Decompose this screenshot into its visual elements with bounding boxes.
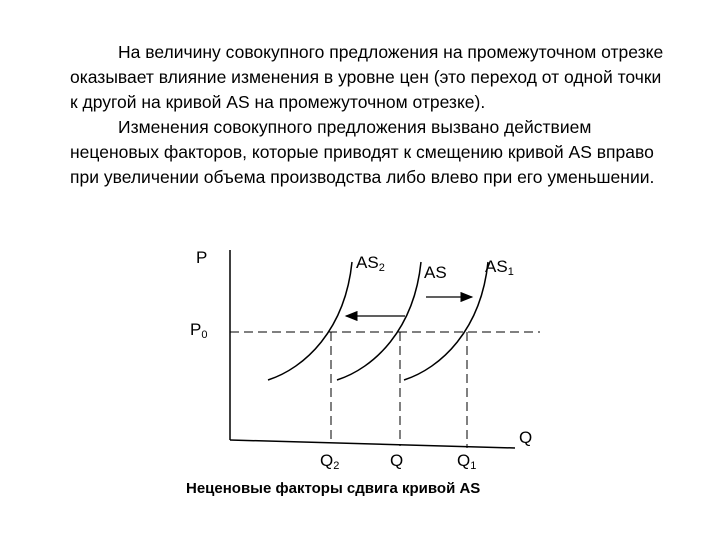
as2-curve (268, 262, 352, 380)
q1-label: $Q_1$ (457, 451, 477, 472)
q2-label: $Q_2$ (320, 451, 340, 472)
diagram-caption: Неценовые факторы сдвига кривой AS (186, 480, 481, 497)
x-axis (230, 440, 515, 448)
as1-label: $AS_1$ (485, 257, 514, 278)
q-label: Q (390, 451, 404, 470)
x-axis-label: Q (519, 428, 533, 447)
as-label: AS (424, 263, 447, 282)
paragraph-2: Изменения совокупного предложения вызвано действием неценовых факторов, которые приводят к смещению кривой AS вправо при увеличении объема производства либо влево при его уменьшении. (70, 117, 655, 187)
paragraph-1: На величину совокупного предложения на промежуточном отрезке оказывает влияние изменения в уровне цен (это переход от одной точки к другой на кривой AS на промежуточном отрезке). (70, 42, 664, 112)
as2-label: $AS_2$ (356, 253, 385, 274)
p0-label: $P_0$ (190, 320, 208, 341)
y-axis-label: P (196, 248, 208, 267)
